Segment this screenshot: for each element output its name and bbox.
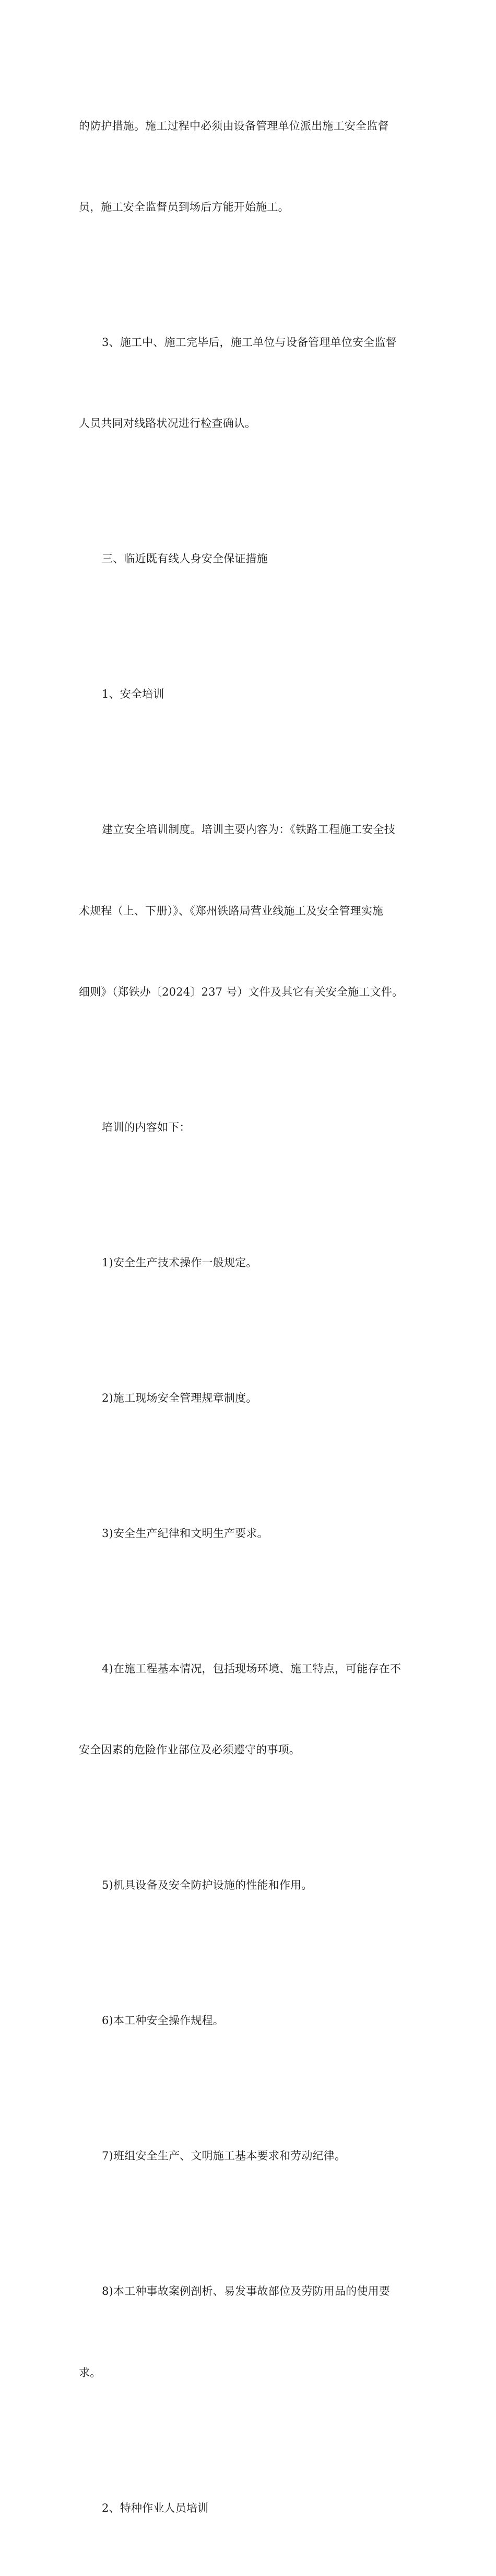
list-item-text: 安全因素的危险作业部位及必须遵守的事项。 [79, 1743, 300, 1757]
list-item-text: 6)本工种安全操作规程。 [102, 2014, 224, 2027]
subsection-heading-text: 1、安全培训 [102, 688, 164, 701]
paragraph-5 [79, 1060, 419, 1195]
list-item-text: 7)班组安全生产、文明施工基本要求和劳动纪律。 [102, 2150, 346, 2163]
list-item [79, 1331, 419, 1466]
paragraph-0 [79, 59, 419, 275]
list-item [79, 1195, 419, 1331]
paragraph-line: 员，施工安全监督员到场后方能开始施工。 [79, 200, 289, 213]
list-item-text: 2)施工现场安全管理规章制度。 [102, 1392, 257, 1405]
list-item-text: 求。 [79, 2366, 101, 2379]
section-heading [79, 492, 419, 627]
subsection-heading-text: 2、特种作业人员培训 [102, 2501, 209, 2514]
list-item-text: 5)机具设备及安全防护设施的性能和作用。 [102, 1879, 313, 1892]
section-heading-text: 三、临近既有线人身安全保证措施 [102, 552, 268, 565]
paragraph-line: 3、施工中、施工完毕后，施工单位与设备管理单位安全监督 [102, 336, 397, 349]
list-item-text: 8)本工种事故案例剖析、易发事故部位及劳防用品的使用要 [102, 2285, 390, 2298]
list-item [79, 1954, 419, 2089]
subsection-heading [79, 2441, 419, 2576]
list-item-text: 4)在施工程基本情况，包括现场环境、施工特点，可能存在不 [102, 1662, 401, 1676]
paragraph-line: 人员共同对线路状况进行检查确认。 [79, 417, 256, 430]
list-item-text: 3)安全生产纪律和文明生产要求。 [102, 1527, 268, 1540]
subsection-heading [79, 627, 419, 763]
list-item-text: 1)安全生产技术操作一般规定。 [102, 1256, 257, 1269]
paragraph-line: 培训的内容如下： [102, 1121, 191, 1134]
document-body [79, 59, 419, 2576]
paragraph-line: 术规程（上、下册）》、《郑州铁路局营业线施工及安全管理实施 [79, 904, 384, 917]
list-item [79, 1601, 419, 1818]
paragraph-4 [79, 763, 419, 1060]
paragraph-1 [79, 275, 419, 491]
list-item [79, 2224, 419, 2441]
paragraph-line: 建立安全培训制度。培训主要内容为：《铁路工程施工安全技 [102, 823, 395, 836]
list-item [79, 1818, 419, 1954]
list-item [79, 1466, 419, 1601]
list-item [79, 2089, 419, 2224]
paragraph-line: 的防护措施。施工过程中必须由设备管理单位派出施工安全监督 [79, 119, 389, 132]
paragraph-line: 细则》（郑铁办〔2024〕237 号）文件及其它有关安全施工文件。 [79, 986, 404, 999]
